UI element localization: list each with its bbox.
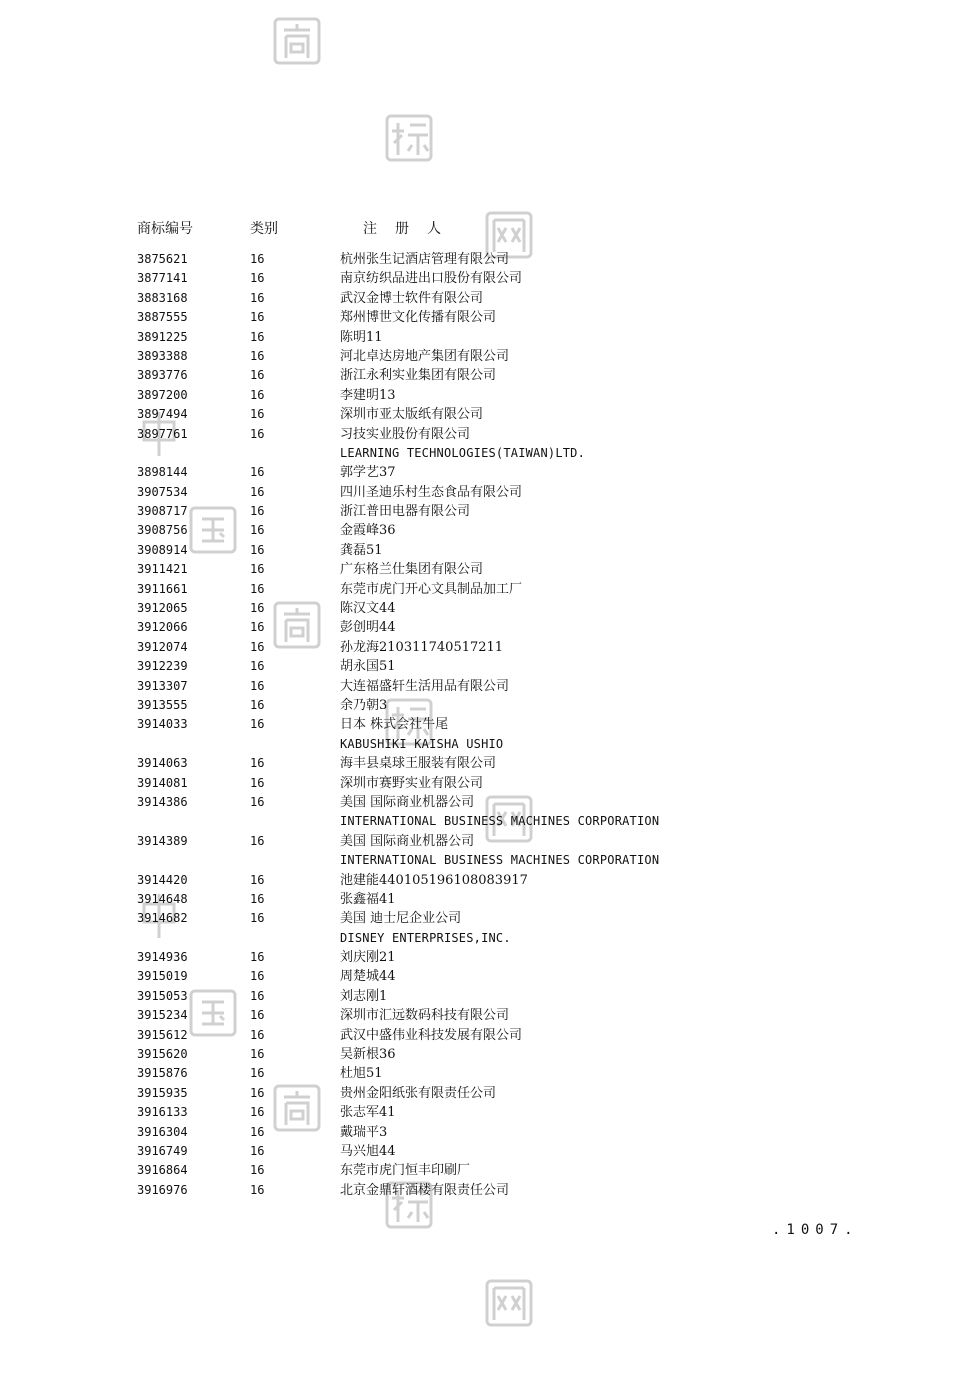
registrant-name: 郑州博世文化传播有限公司 [340,310,497,326]
trademark-class: 16 [250,891,265,906]
trademark-class: 16 [250,697,265,712]
registrant-name: LEARNING TECHNOLOGIES(TAIWAN)LTD. [340,445,586,460]
registrant-name: 马兴旭44 [340,1143,396,1159]
table-row [137,793,857,812]
registrant-name: 深圳市赛野实业有限公司 [340,775,484,791]
table-row [137,1123,857,1142]
registrant-name: 杜旭51 [340,1066,383,1082]
table-row [137,463,857,482]
trademark-class: 16 [250,310,265,325]
trademark-number: 3916976 [137,1182,188,1197]
table-row [137,638,857,657]
registrant-name: 吴新根36 [340,1047,396,1063]
trademark-number: 3916133 [137,1105,188,1120]
header-class: 类别 [250,221,278,237]
trademark-number: 3914682 [137,911,188,926]
registrant-name: 美国 国际商业机器公司 [340,794,475,810]
table-row [137,657,857,676]
trademark-class: 16 [250,1066,265,1081]
trademark-class: 16 [250,562,265,577]
header-trademark-number: 商标编号 [137,221,193,237]
registrant-name: 张鑫福41 [340,891,396,907]
registrant-name: 陈汉文44 [340,601,396,617]
trademark-class: 16 [250,290,265,305]
trademark-number: 3915019 [137,969,188,984]
registrant-name: 陈明11 [340,329,383,345]
trademark-class: 16 [250,659,265,674]
table-row [137,541,857,560]
registrant-name: KABUSHIKI KAISHA USHIO [340,736,504,751]
trademark-class: 16 [250,407,265,422]
table-row [137,696,857,715]
trademark-number: 3914648 [137,891,188,906]
trademark-class: 16 [250,581,265,596]
registrant-name: 余乃朝3 [340,697,388,713]
trademark-class: 16 [250,988,265,1003]
trademark-number: 3908756 [137,523,188,538]
table-header [137,218,857,238]
trademark-class: 16 [250,252,265,266]
registrant-name: 河北卓达房地产集团有限公司 [340,348,510,364]
header-registrant: 注册人 [363,221,459,237]
table-row [137,366,857,385]
trademark-number: 3914420 [137,872,188,887]
registrant-name: 海丰县桌球王服装有限公司 [340,756,497,772]
trademark-number: 3914389 [137,833,188,848]
trademark-class: 16 [250,969,265,984]
registrant-name: INTERNATIONAL BUSINESS MACHINES CORPORATION [340,853,660,868]
table-row [137,1006,857,1025]
table-row [137,967,857,986]
trademark-number: 3893388 [137,348,188,363]
table-row [137,929,857,948]
trademark-number: 3915935 [137,1085,188,1100]
table-row [137,774,857,793]
table-row [137,521,857,540]
trademark-number: 3875621 [137,252,188,266]
trademark-class: 16 [250,465,265,480]
registrant-name: 南京纺织品进出口股份有限公司 [340,271,523,287]
trademark-number: 3877141 [137,271,188,286]
trademark-class: 16 [250,1008,265,1023]
registrant-name: 刘志刚1 [340,988,388,1004]
registrant-name: 龚磊51 [340,542,383,558]
table-row [137,1142,857,1161]
registrant-name: 武汉金博士软件有限公司 [340,290,484,306]
trademark-number: 3912065 [137,601,188,616]
trademark-number: 3912066 [137,620,188,635]
trademark-number: 3914033 [137,717,188,732]
trademark-number: 3912239 [137,659,188,674]
trademark-number: 3897494 [137,407,188,422]
trademark-number: 3913555 [137,697,188,712]
table-body [137,250,857,1200]
trademark-number: 3915053 [137,988,188,1003]
table-row [137,871,857,890]
registrant-name: 郭学艺37 [340,465,396,481]
trademark-number: 3897761 [137,426,188,441]
table-row [137,618,857,637]
trademark-class: 16 [250,504,265,519]
table-row [137,1064,857,1083]
registrant-name: 贵州金阳纸张有限责任公司 [340,1085,497,1101]
trademark-class: 16 [250,542,265,557]
trademark-number: 3915612 [137,1027,188,1042]
trademark-class: 16 [250,1105,265,1120]
table-row [137,948,857,967]
trademark-number: 3898144 [137,465,188,480]
registrant-name: 东莞市虎门开心文具制品加工厂 [340,581,523,597]
table-row [137,502,857,521]
registrant-name: 金霞峰36 [340,523,396,539]
trademark-class: 16 [250,1085,265,1100]
trademark-number: 3914081 [137,775,188,790]
registrant-name: 李建明13 [340,387,396,403]
trademark-number: 3891225 [137,329,188,344]
registrant-name: 日本 株式会社牛尾 [340,717,449,733]
registrant-name: 广东格兰仕集团有限公司 [340,562,484,578]
trademark-number: 3914386 [137,794,188,809]
table-row [137,812,857,831]
trademark-number: 3915876 [137,1066,188,1081]
registrant-name: INTERNATIONAL BUSINESS MACHINES CORPORATION [340,814,660,829]
watermark-stamp-wang-3 [484,1278,534,1328]
trademark-number: 3907534 [137,484,188,499]
registrant-name: 戴瑞平3 [340,1124,388,1140]
trademark-class: 16 [250,426,265,441]
trademark-number: 3915234 [137,1008,188,1023]
trademark-class: 16 [250,1143,265,1158]
registrant-name: 浙江普田电器有限公司 [340,504,471,520]
trademark-class: 16 [250,833,265,848]
table-row [137,1103,857,1122]
watermark-stamp-shang [272,16,322,66]
trademark-number: 3916864 [137,1163,188,1178]
registrant-name: 浙江永利实业集团有限公司 [340,368,497,384]
trademark-number: 3916749 [137,1143,188,1158]
trademark-class: 16 [250,1047,265,1062]
table-row [137,909,857,928]
registrant-name: 四川圣迪乐村生态食品有限公司 [340,484,523,500]
table-row [137,1026,857,1045]
table-row [137,444,857,463]
trademark-class: 16 [250,717,265,732]
table-row [137,599,857,618]
trademark-number: 3893776 [137,368,188,383]
trademark-class: 16 [250,271,265,286]
trademark-class: 16 [250,368,265,383]
registrant-name: 武汉中盛伟业科技发展有限公司 [340,1027,523,1043]
table-row [137,250,857,269]
registrant-name: 北京金鼎轩酒楼有限责任公司 [340,1182,510,1198]
trademark-number: 3883168 [137,290,188,305]
trademark-class: 16 [250,950,265,965]
table-row [137,1084,857,1103]
watermark-stamp-biao [384,113,434,163]
trademark-class: 16 [250,872,265,887]
trademark-class: 16 [250,620,265,635]
trademark-class: 16 [250,1163,265,1178]
trademark-number: 3914936 [137,950,188,965]
trademark-number: 3908914 [137,542,188,557]
trademark-class: 16 [250,1027,265,1042]
trademark-class: 16 [250,775,265,790]
trademark-number: 3911661 [137,581,188,596]
table-row [137,425,857,444]
trademark-list [137,218,857,1198]
registrant-name: DISNEY ENTERPRISES,INC. [340,930,511,945]
registrant-name: 习技实业股份有限公司 [340,426,471,442]
registrant-name: 彭创明44 [340,620,396,636]
table-row [137,405,857,424]
trademark-number: 3887555 [137,310,188,325]
trademark-class: 16 [250,794,265,809]
table-row [137,386,857,405]
registrant-name: 深圳市汇远数码科技有限公司 [340,1008,510,1024]
registrant-name: 美国 迪士尼企业公司 [340,911,462,927]
table-row [137,560,857,579]
registrant-name: 大连福盛轩生活用品有限公司 [340,678,510,694]
table-row [137,1045,857,1064]
table-row [137,890,857,909]
table-row [137,832,857,851]
registrant-name: 深圳市亚太版纸有限公司 [340,407,484,423]
trademark-class: 16 [250,329,265,344]
table-row [137,347,857,366]
trademark-class: 16 [250,756,265,771]
registrant-name: 胡永国51 [340,659,396,675]
trademark-class: 16 [250,484,265,499]
trademark-number: 3897200 [137,387,188,402]
registrant-name: 杭州张生记酒店管理有限公司 [340,252,510,267]
trademark-class: 16 [250,1182,265,1197]
table-row [137,483,857,502]
trademark-number: 3916304 [137,1124,188,1139]
trademark-class: 16 [250,601,265,616]
trademark-number: 3911421 [137,562,188,577]
table-row [137,580,857,599]
table-row [137,987,857,1006]
table-row [137,735,857,754]
trademark-number: 3915620 [137,1047,188,1062]
trademark-number: 3912074 [137,639,188,654]
table-row [137,328,857,347]
trademark-class: 16 [250,348,265,363]
trademark-class: 16 [250,678,265,693]
trademark-number: 3914063 [137,756,188,771]
table-row [137,289,857,308]
trademark-class: 16 [250,1124,265,1139]
page-number: .1007. [772,1222,859,1238]
registrant-name: 孙龙海210311740517211 [340,639,504,655]
table-row [137,677,857,696]
table-row [137,754,857,773]
table-row [137,269,857,288]
table-row [137,715,857,734]
registrant-name: 刘庆刚21 [340,950,396,966]
table-row [137,851,857,870]
table-row [137,1161,857,1180]
registrant-name: 美国 国际商业机器公司 [340,833,475,849]
trademark-number: 3913307 [137,678,188,693]
trademark-class: 16 [250,911,265,926]
trademark-class: 16 [250,639,265,654]
trademark-class: 16 [250,523,265,538]
registrant-name: 东莞市虎门恒丰印刷厂 [340,1163,471,1179]
registrant-name: 周楚城44 [340,969,396,985]
registrant-name: 池建能440105196108083917 [340,872,528,888]
table-row [137,1181,857,1200]
registrant-name: 张志军41 [340,1105,396,1121]
trademark-class: 16 [250,387,265,402]
trademark-number: 3908717 [137,504,188,519]
table-row [137,308,857,327]
